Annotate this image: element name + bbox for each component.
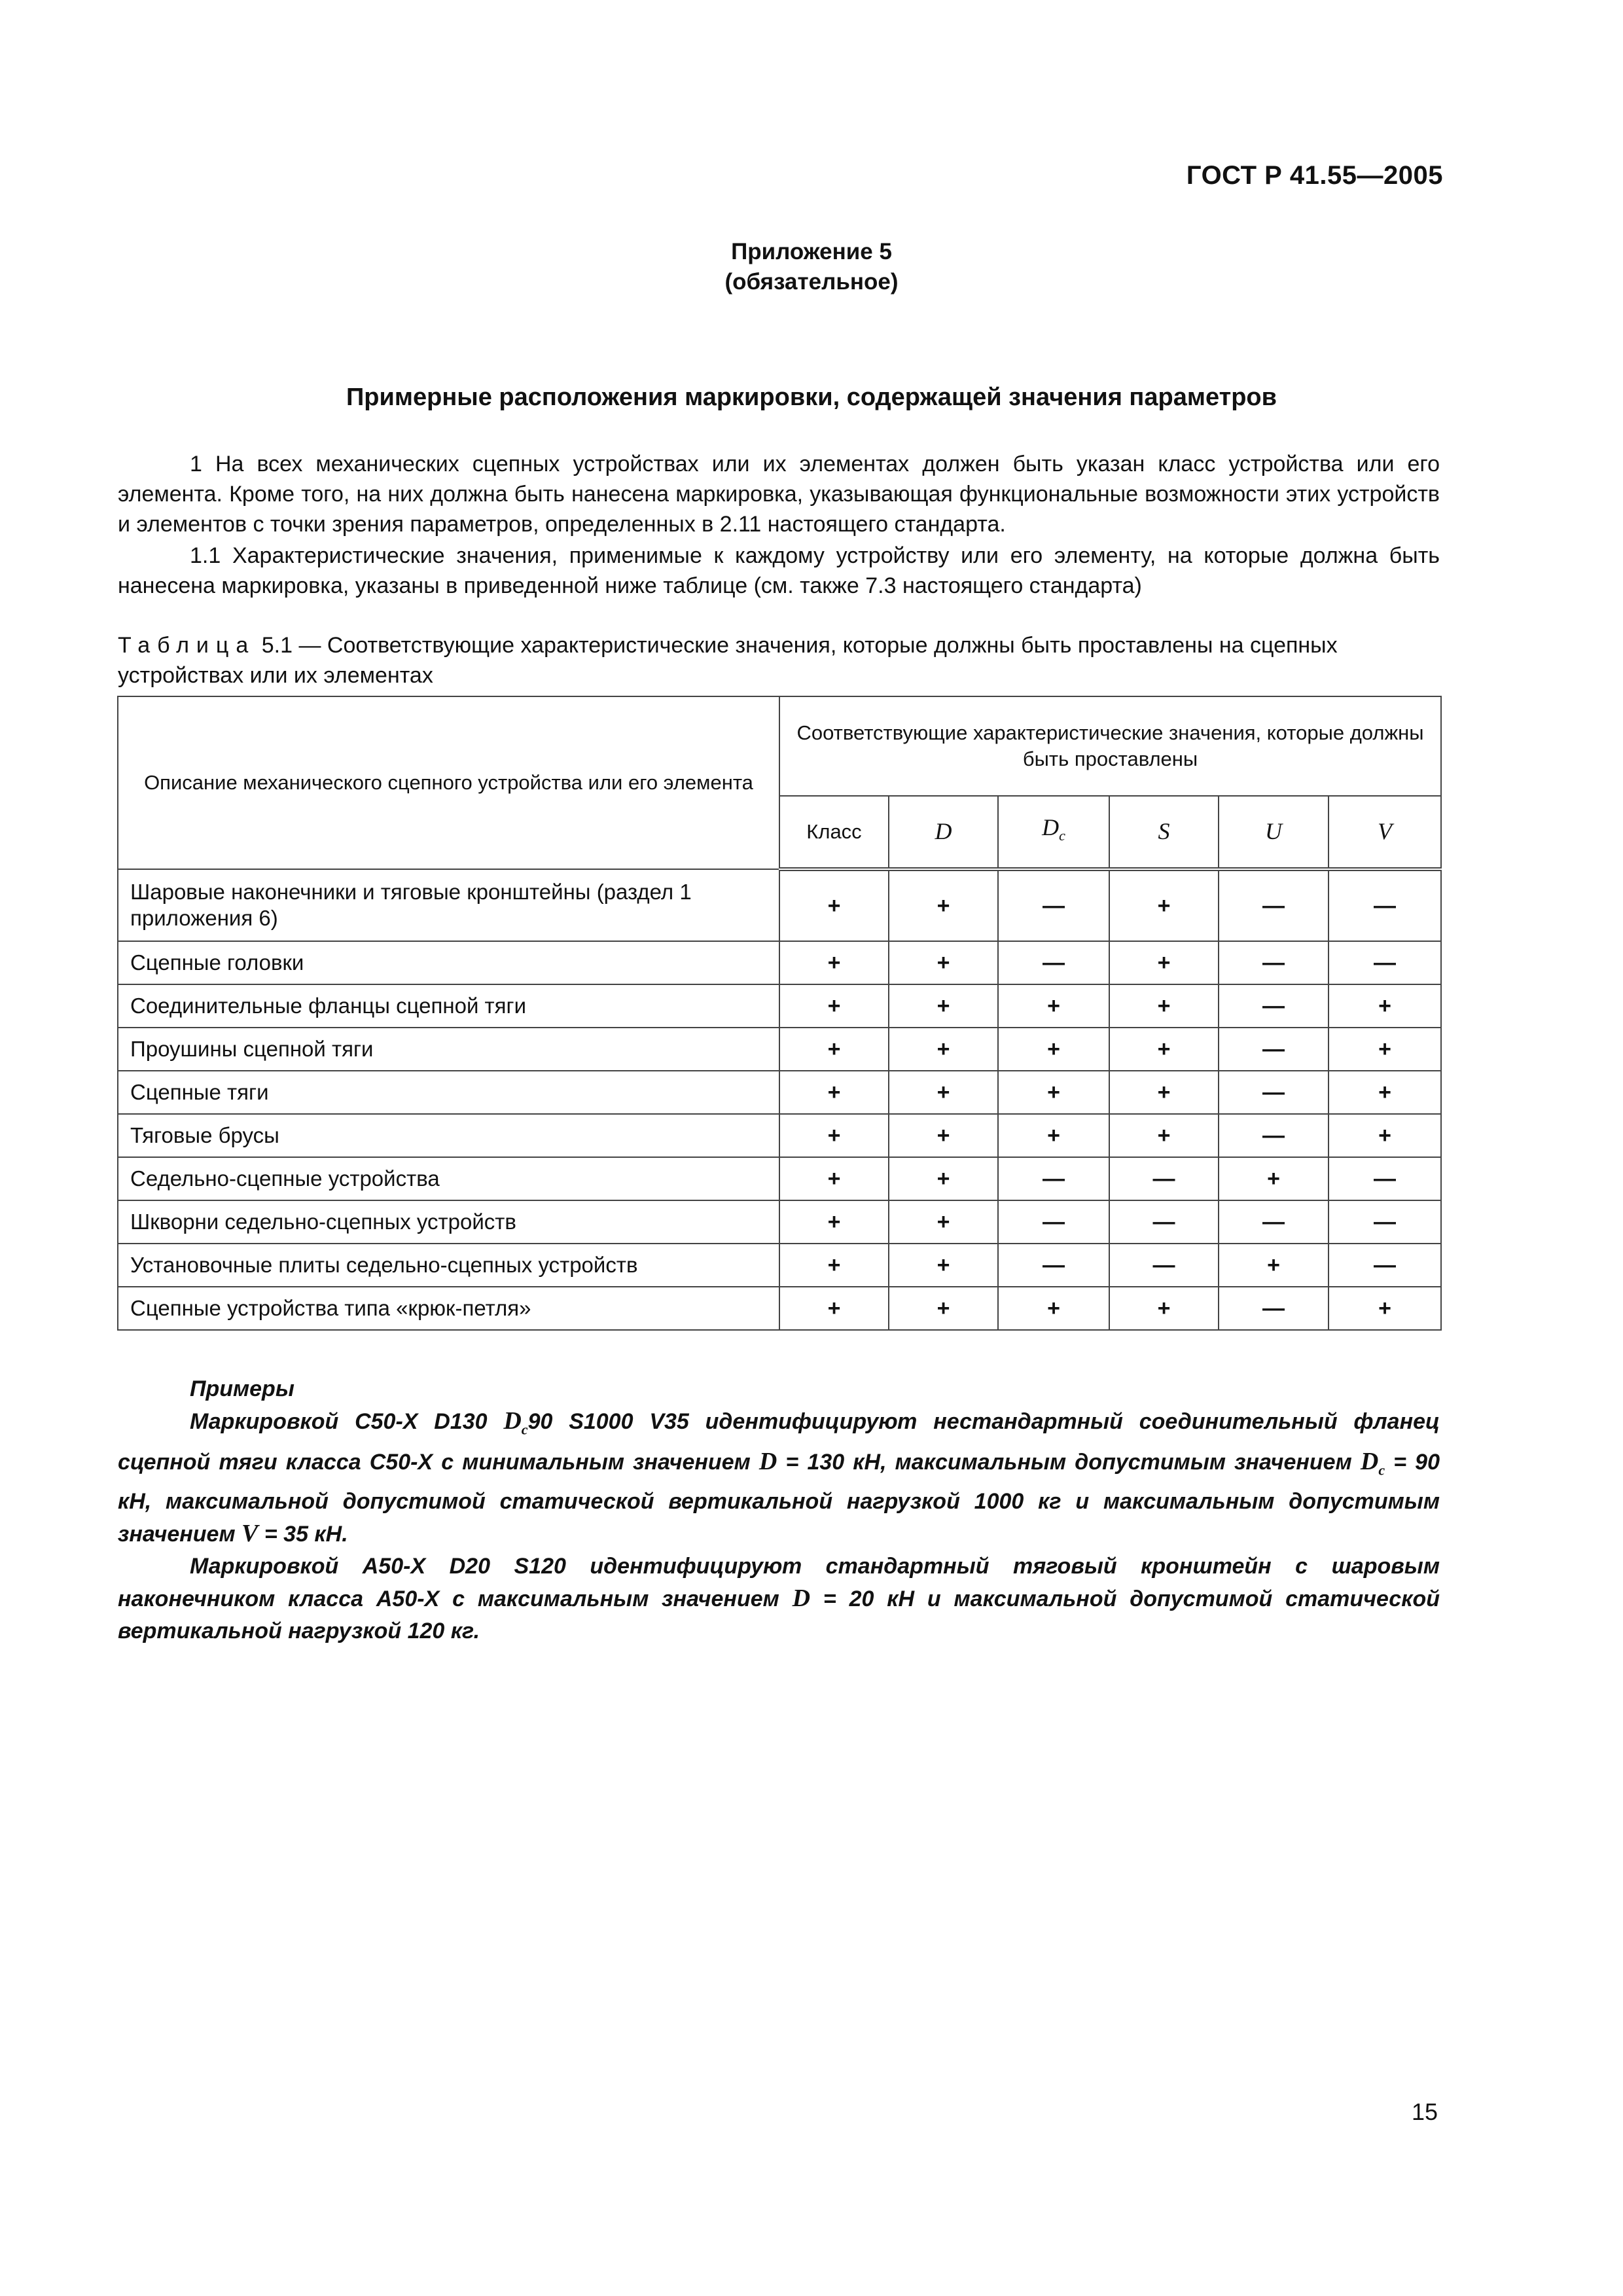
page-number: 15 xyxy=(1411,2098,1438,2125)
cell-u: — xyxy=(1219,1287,1329,1330)
cell-d: + xyxy=(889,984,998,1028)
row-description: Проушины сцепной тяги xyxy=(118,1028,779,1071)
cell-d: + xyxy=(889,1157,998,1200)
cell-v: — xyxy=(1329,941,1441,984)
values-group-header: Соответствующие характеристические значения, которые должны быть проставлены xyxy=(779,696,1441,796)
cell-class: + xyxy=(779,984,889,1028)
row-description: Соединительные фланцы сцепной тяги xyxy=(118,984,779,1028)
section-title: Примерные расположения маркировки, содержащей значения параметров xyxy=(346,384,1277,411)
cell-s: + xyxy=(1109,1114,1219,1157)
cell-d: + xyxy=(889,941,998,984)
cell-d: + xyxy=(889,1244,998,1287)
cell-dc: + xyxy=(998,1071,1109,1114)
cell-u: + xyxy=(1219,1157,1329,1200)
row-description: Шаровые наконечники и тяговые кронштейны (раздел 1 приложения 6) xyxy=(118,869,779,941)
cell-s: — xyxy=(1109,1244,1219,1287)
cell-class: + xyxy=(779,1287,889,1330)
example-text: = 20 кН и максимальной допустимой статической вертикальной нагрузкой 120 кг. xyxy=(118,1587,1440,1644)
cell-u: — xyxy=(1219,984,1329,1028)
cell-v: — xyxy=(1329,1244,1441,1287)
cell-class: + xyxy=(779,941,889,984)
cell-s: + xyxy=(1109,1287,1219,1330)
document-code: ГОСТ Р 41.55—2005 xyxy=(1186,161,1443,190)
cell-s: — xyxy=(1109,1157,1219,1200)
example-text: = 35 кН. xyxy=(258,1522,348,1547)
cell-class: + xyxy=(779,1114,889,1157)
table-row xyxy=(118,1287,1441,1330)
table-row xyxy=(118,1028,1441,1071)
parameters-table-container xyxy=(117,696,1440,1331)
cell-dc: + xyxy=(998,1114,1109,1157)
dc-symbol xyxy=(503,1407,528,1438)
dc-symbol-base: D xyxy=(1360,1447,1379,1475)
examples-block xyxy=(118,1373,1440,1647)
dc-column-header xyxy=(998,796,1109,869)
example-2 xyxy=(118,1551,1440,1647)
cell-s: + xyxy=(1109,941,1219,984)
cell-u: — xyxy=(1219,869,1329,941)
row-description: Сцепные тяги xyxy=(118,1071,779,1114)
cell-dc: — xyxy=(998,1244,1109,1287)
example-text: Маркировкой А50-Х D20 S120 идентифицируют стандартный тяговый кронштейн с шаровым наконечником класса А50-Х с максимальным значением xyxy=(118,1554,1440,1612)
cell-u: — xyxy=(1219,1071,1329,1114)
table-row xyxy=(118,1157,1441,1200)
cell-u: — xyxy=(1219,1114,1329,1157)
parameters-table xyxy=(117,696,1442,1331)
cell-dc: — xyxy=(998,1200,1109,1244)
s-column-header xyxy=(1109,796,1219,869)
table-row xyxy=(118,1244,1441,1287)
d-column-header xyxy=(889,796,998,869)
dc-symbol-subscript: c xyxy=(1059,827,1065,844)
row-description: Установочные плиты седельно-сцепных устройств xyxy=(118,1244,779,1287)
dc-symbol-base: D xyxy=(1042,814,1060,841)
paragraph-1 xyxy=(118,449,1440,539)
cell-class: + xyxy=(779,869,889,941)
cell-s: + xyxy=(1109,984,1219,1028)
table-row xyxy=(118,1071,1441,1114)
example-text: = 130 кН, максимальным допустимым значением xyxy=(777,1449,1361,1475)
examples-heading: Примеры xyxy=(190,1376,294,1401)
v-symbol: V xyxy=(1378,818,1393,844)
u-column-header xyxy=(1219,796,1329,869)
row-description: Сцепные устройства типа «крюк-петля» xyxy=(118,1287,779,1330)
example-1 xyxy=(118,1405,1440,1551)
s-symbol: S xyxy=(1158,818,1170,844)
cell-u: — xyxy=(1219,1028,1329,1071)
cell-dc: + xyxy=(998,1287,1109,1330)
appendix-status: (обязательное) xyxy=(724,269,899,295)
dc-symbol-subscript: c xyxy=(521,1421,528,1438)
cell-d: + xyxy=(889,1287,998,1330)
cell-s: + xyxy=(1109,1028,1219,1071)
description-column-header: Описание механического сцепного устройства или его элемента xyxy=(118,696,779,869)
cell-d: + xyxy=(889,1028,998,1071)
cell-v: + xyxy=(1329,1028,1441,1071)
cell-u: — xyxy=(1219,941,1329,984)
table-header-row xyxy=(118,696,1441,796)
d-symbol: D xyxy=(792,1585,811,1613)
dc-symbol xyxy=(1042,814,1065,844)
cell-d: + xyxy=(889,869,998,941)
cell-d: + xyxy=(889,1071,998,1114)
table-row xyxy=(118,941,1441,984)
cell-dc: — xyxy=(998,869,1109,941)
cell-dc: + xyxy=(998,984,1109,1028)
paragraph-1-1 xyxy=(118,541,1440,601)
cell-v: + xyxy=(1329,1071,1441,1114)
cell-v: + xyxy=(1329,984,1441,1028)
table-caption xyxy=(118,630,1440,691)
row-description: Сцепные головки xyxy=(118,941,779,984)
cell-s: — xyxy=(1109,1200,1219,1244)
cell-class: + xyxy=(779,1200,889,1244)
d-symbol: D xyxy=(758,1447,777,1475)
cell-s: + xyxy=(1109,869,1219,941)
row-description: Тяговые брусы xyxy=(118,1114,779,1157)
table-row xyxy=(118,1114,1441,1157)
table-row xyxy=(118,1200,1441,1244)
example-text: Маркировкой С50-Х D130 xyxy=(190,1409,504,1434)
table-row xyxy=(118,869,1441,941)
appendix-heading xyxy=(0,237,1623,297)
table-caption-label: Таблица xyxy=(118,633,256,658)
d-symbol: D xyxy=(935,818,952,844)
cell-d: + xyxy=(889,1114,998,1157)
example-text: 90 S1000 V35 идентифицируют нестандартный соединительный фланец сцепной тяги класса С50-Х с минимальным значением xyxy=(118,1409,1440,1475)
cell-d: + xyxy=(889,1200,998,1244)
cell-v: — xyxy=(1329,1200,1441,1244)
cell-class: + xyxy=(779,1028,889,1071)
dc-symbol xyxy=(1360,1447,1385,1479)
dc-symbol-subscript: c xyxy=(1378,1462,1385,1479)
cell-s: + xyxy=(1109,1071,1219,1114)
cell-u: — xyxy=(1219,1200,1329,1244)
table-row xyxy=(118,984,1441,1028)
class-column-header: Класс xyxy=(779,796,889,869)
paragraph-text: 1.1 Характеристические значения, применимые к каждому устройству или его элементу, на которые должна быть нанесена маркировка, указаны в приведенной ниже таблице (см. также 7.3 настоящего стандарта) xyxy=(118,543,1440,598)
cell-v: + xyxy=(1329,1287,1441,1330)
v-symbol: V xyxy=(241,1520,259,1548)
cell-class: + xyxy=(779,1157,889,1200)
cell-v: — xyxy=(1329,869,1441,941)
v-column-header xyxy=(1329,796,1441,869)
cell-dc: — xyxy=(998,1157,1109,1200)
cell-class: + xyxy=(779,1071,889,1114)
row-description: Шкворни седельно-сцепных устройств xyxy=(118,1200,779,1244)
cell-dc: — xyxy=(998,941,1109,984)
dc-symbol-base: D xyxy=(503,1407,522,1435)
u-symbol: U xyxy=(1265,818,1282,844)
row-description: Седельно-сцепные устройства xyxy=(118,1157,779,1200)
cell-u: + xyxy=(1219,1244,1329,1287)
appendix-title: Приложение 5 xyxy=(731,239,892,264)
table-caption-text: 5.1 — Соответствующие характеристические значения, которые должны быть проставлены на сцепных устройствах или их элементах xyxy=(118,633,1338,688)
cell-class: + xyxy=(779,1244,889,1287)
paragraph-text: 1 На всех механических сцепных устройствах или их элементах должен быть указан класс устройства или его элемента. Кроме того, на них должна быть нанесена маркировка, указывающая функциональные возможности этих устройств и элементов с точки зрения параметров, определенных в 2.11 настоящего стандарта. xyxy=(118,452,1440,537)
cell-v: — xyxy=(1329,1157,1441,1200)
cell-dc: + xyxy=(998,1028,1109,1071)
cell-v: + xyxy=(1329,1114,1441,1157)
example-text: = 90 кН, максимальной допустимой статической вертикальной нагрузкой 1000 кг и максимальным допустимым значением xyxy=(118,1449,1440,1547)
